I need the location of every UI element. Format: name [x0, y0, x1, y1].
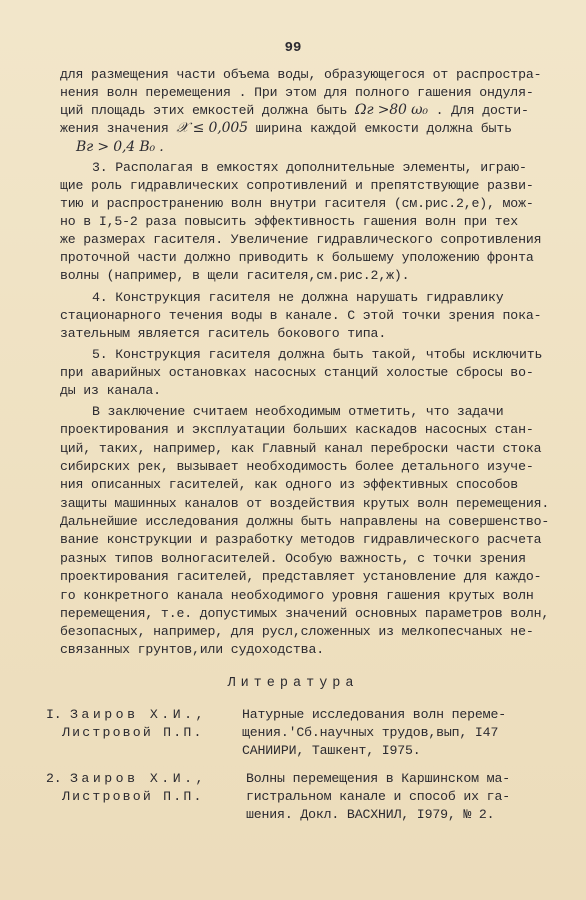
- text-line: же размерах гасителя. Увеличение гидравлического сопротивления: [60, 232, 542, 247]
- text-line: В заключение считаем необходимым отметить, что задачи: [92, 404, 504, 419]
- text-line: ций, таких, например, как Главный канал переброски части стока: [60, 441, 542, 456]
- text-line: ния описанных гасителей, как одного из эффективных способов: [60, 477, 519, 492]
- reference-title: САНИИРИ, Ташкент, I975.: [242, 743, 421, 758]
- text-line: проточной части должно приводить к большему уположению фронта: [60, 250, 534, 265]
- reference-title: Натурные исследования волн переме-: [242, 707, 506, 722]
- text-line: проектирования и эксплуатации больших каскадов насосных стан-: [60, 422, 534, 437]
- text-line: 3. Располагая в емкостях дополнительные элементы, играю-: [92, 160, 527, 175]
- text-line: связанных грунтов,или судоходства.: [60, 642, 324, 657]
- text-line: безопасных, например, для русл,сложенных из мелкопесчаных не-: [60, 624, 534, 639]
- formula-coefficient: 𝒳 ≤ 0,005: [176, 120, 248, 136]
- text-line: разных типов волногасителей. Особую важность, с точки зрения: [60, 551, 526, 566]
- text-line: защиты машинных каналов от воздействия крутых волн перемещения.: [60, 496, 550, 511]
- reference-title: гистральном канале и способ их га-: [246, 789, 510, 804]
- text-fragment: ширина каждой емкости должна быть: [255, 121, 512, 136]
- text-line: 4. Конструкция гасителя не должна нарушать гидравлику: [92, 290, 504, 305]
- text-line: [60, 102, 530, 119]
- formula-width: Вг > 0,4 В₀ .: [76, 139, 164, 155]
- text-fragment: ций площадь этих емкостей должна быть: [60, 103, 348, 118]
- reference-author: Листровой П.П.: [62, 725, 204, 740]
- text-line: [60, 120, 530, 137]
- text-line: 5. Конструкция гасителя должна быть такой, чтобы исключить: [92, 347, 543, 362]
- text-line: щие роль гидравлических сопротивлений и препятствующие разви-: [60, 178, 534, 193]
- reference-title: щения.'Сб.научных трудов,вып, I47: [242, 725, 499, 740]
- reference-title: Волны перемещения в Каршинском ма-: [246, 771, 510, 786]
- text-line: но в I,5-2 раза повысить эффективность гашения волн при тех: [60, 214, 519, 229]
- page-number: 99: [284, 40, 302, 56]
- formula-area-ratio: Ωг >80 ω₀: [355, 102, 428, 118]
- text-line: зательным является гаситель бокового типа.: [60, 326, 387, 341]
- text-line: при аварийных остановках насосных станций холостые сбросы во-: [60, 365, 534, 380]
- text-line: ды из канала.: [60, 383, 161, 398]
- text-line: стационарного течения воды в канале. С этой точки зрения пока-: [60, 308, 542, 323]
- reference-author: Заиров Х.И.,: [70, 707, 207, 722]
- reference-author: Заиров Х.И.,: [70, 771, 207, 786]
- text-line: волны (например, в щели гасителя,см.рис.2,ж).: [60, 268, 410, 283]
- text-line: Дальнейшие исследования должны быть направлены на совершенство-: [60, 514, 550, 529]
- text-line: тию и распространению волн внутри гасителя (см.рис.2,е), мож-: [60, 196, 534, 211]
- text-line: нения волн перемещения . При этом для полного гашения ондуля-: [60, 85, 534, 100]
- text-line: перемещения, т.е. допустимых значений основных параметров волн,: [60, 606, 550, 621]
- reference-number: 2.: [46, 771, 62, 786]
- text-line: [76, 139, 546, 156]
- text-line: сибирских рек, вызывает необходимость более детального изуче-: [60, 459, 534, 474]
- text-line: для размещения части объема воды, образующегося от распростра-: [60, 67, 542, 82]
- reference-title: шения. Докл. ВАСХНИЛ, I979, № 2.: [246, 807, 495, 822]
- reference-author: Листровой П.П.: [62, 789, 204, 804]
- reference-number: I.: [46, 707, 62, 722]
- text-line: вание конструкции и разработку методов гидравлического расчета: [60, 532, 542, 547]
- literature-heading: Литература: [227, 676, 359, 691]
- text-line: го конкретного канала необходимого уровня гашения крутых волн: [60, 588, 534, 603]
- text-line: проектирования гасителей, представляет установление для каждо-: [60, 569, 542, 584]
- text-fragment: жения значения: [60, 121, 169, 136]
- text-fragment: . Для дости-: [435, 103, 529, 118]
